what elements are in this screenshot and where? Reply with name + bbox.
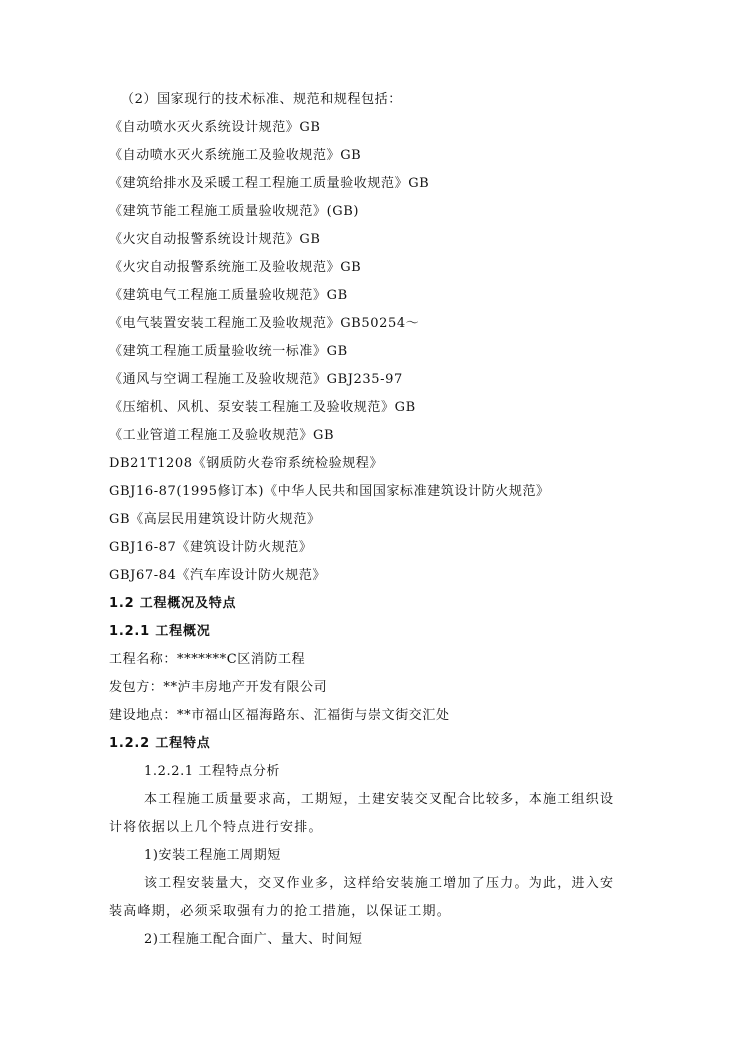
standard-item: GBJ16-87(1995修订本)《中华人民共和国国家标准建筑设计防火规范》	[109, 484, 550, 499]
project-client: 发包方：**泸丰房地产开发有限公司	[109, 680, 328, 695]
paragraph-line: 装高峰期，必须采取强有力的抢工措施，以保证工期。	[109, 904, 452, 919]
standard-item: 《自动喷水灭火系统施工及验收规范》GB	[109, 148, 362, 163]
point-heading: 1)安装工程施工周期短	[144, 848, 281, 863]
standard-item: 《建筑给排水及采暖工程工程施工质量验收规范》GB	[109, 176, 430, 191]
section-1-2-2-title: 1.2.2 工程特点	[109, 736, 211, 751]
standard-item: 《通风与空调工程施工及验收规范》GBJ235-97	[109, 372, 403, 387]
standard-item: 《火灾自动报警系统施工及验收规范》GB	[109, 260, 362, 275]
standard-item: 《建筑工程施工质量验收统一标准》GB	[109, 344, 348, 359]
standard-item: 《自动喷水灭火系统设计规范》GB	[109, 120, 321, 135]
standard-item: GB《高层民用建筑设计防火规范》	[109, 512, 321, 527]
paragraph-line: 本工程施工质量要求高，工期短，土建安装交叉配合比较多，本施工组织设	[144, 792, 615, 807]
standard-item: 《电气装置安装工程施工及验收规范》GB50254～	[109, 316, 420, 331]
paragraph-line: 计将依据以上几个特点进行安排。	[109, 820, 323, 835]
standard-item: 《压缩机、风机、泵安装工程施工及验收规范》GB	[109, 400, 416, 415]
point-heading: 2)工程施工配合面广、量大、时间短	[144, 932, 363, 947]
project-name: 工程名称：*******C区消防工程	[109, 652, 306, 667]
standard-item: GBJ16-87《建筑设计防火规范》	[109, 540, 313, 555]
standard-item: 《工业管道工程施工及验收规范》GB	[109, 428, 335, 443]
standard-item: GBJ67-84《汽车库设计防火规范》	[109, 568, 327, 583]
standard-item: 《建筑节能工程施工质量验收规范》(GB)	[109, 204, 360, 219]
standard-item: 《建筑电气工程施工质量验收规范》GB	[109, 288, 348, 303]
section-1-2-title: 1.2 工程概况及特点	[109, 596, 237, 611]
standard-item: DB21T1208《钢质防火卷帘系统检验规程》	[109, 456, 384, 471]
analysis-title: 1.2.2.1 工程特点分析	[144, 764, 281, 779]
standard-item: 《火灾自动报警系统设计规范》GB	[109, 232, 321, 247]
paragraph-line: 该工程安装量大，交叉作业多，这样给安装施工增加了压力。为此，进入安	[144, 876, 615, 891]
standards-intro: （2）国家现行的技术标准、规范和规程包括：	[121, 92, 402, 107]
section-1-2-1-title: 1.2.1 工程概况	[109, 624, 211, 639]
project-location: 建设地点：**市福山区福海路东、汇福街与崇文街交汇处	[109, 708, 450, 723]
